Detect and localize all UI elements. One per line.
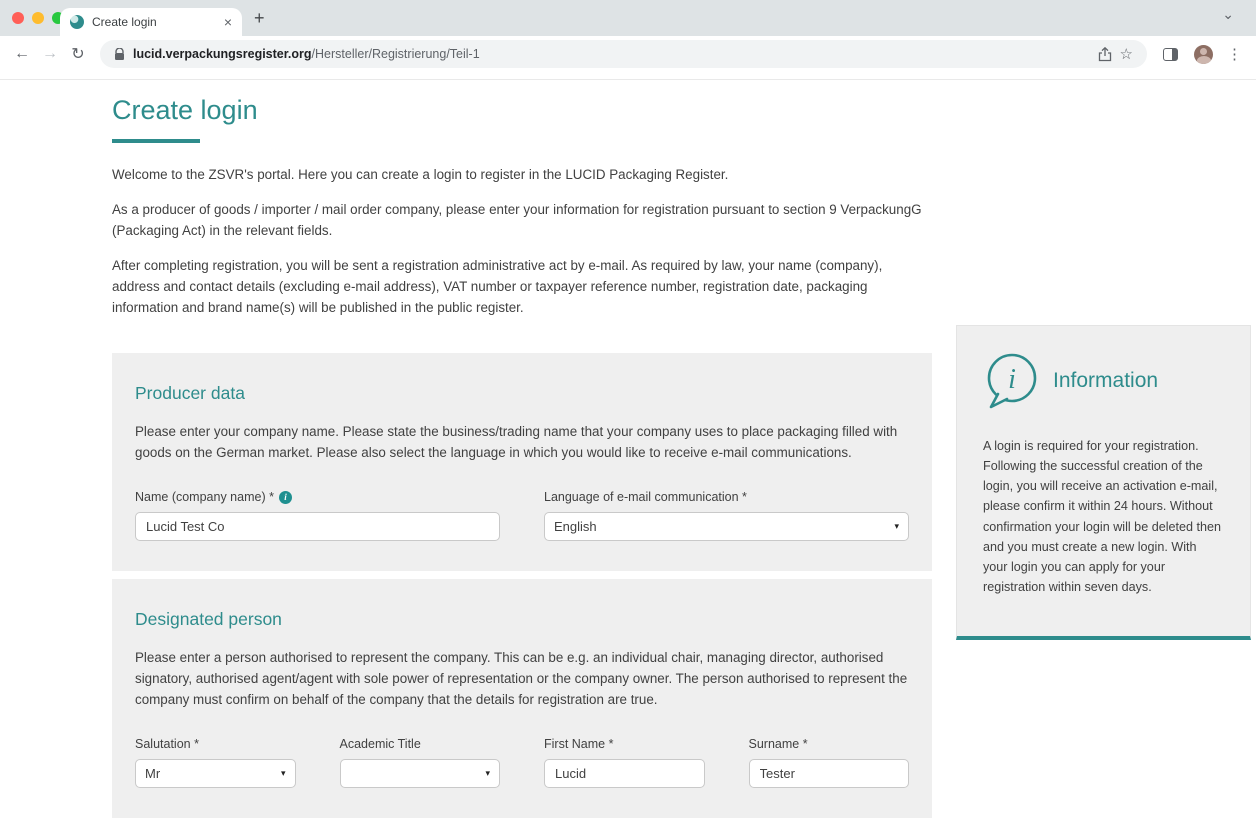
profile-avatar[interactable] xyxy=(1194,45,1213,64)
designated-person-description: Please enter a person authorised to represent the company. This can be e.g. an individual chair, managing director, authorised signatory, authorised agent/agent with sole power of representation or the company owner. The person authorised to represent the company must confirm on behalf of the company that the details for registration are true. xyxy=(135,650,908,708)
info-tooltip-icon[interactable]: i xyxy=(279,491,292,504)
intro-paragraph: After completing registration, you will be sent a registration administrative act by e-mail. As required by law, your name (company), address and contact details (excluding e-mail address), VAT number or taxpayer reference number, registration date, packaging information and brand name(s) will be published in the public register. xyxy=(112,257,883,315)
url-text[interactable] xyxy=(133,47,480,61)
site-favicon-icon xyxy=(70,15,84,29)
academic-title-label xyxy=(340,737,501,751)
window-close-button[interactable] xyxy=(12,12,24,24)
page-top-divider xyxy=(0,72,1256,80)
company-name-input[interactable] xyxy=(135,512,500,541)
main-column xyxy=(112,80,932,818)
language-label xyxy=(544,490,909,504)
first-name-label xyxy=(544,737,705,751)
side-panel-icon[interactable] xyxy=(1163,48,1178,61)
information-title: Information xyxy=(1053,369,1159,392)
page-content xyxy=(0,80,1256,818)
browser-menu-icon[interactable]: ⋮ xyxy=(1227,46,1242,63)
salutation-selected-value: Mr xyxy=(145,765,161,781)
information-box xyxy=(956,325,1251,640)
language-label-text: Language of e-mail communication * xyxy=(544,490,747,505)
page-title: Create login xyxy=(112,95,258,125)
forward-button: → xyxy=(42,45,58,62)
window-controls xyxy=(12,12,64,24)
salutation-field-group xyxy=(135,737,296,788)
information-header xyxy=(983,352,1224,410)
title-underline xyxy=(112,139,200,143)
academic-title-label-text: Academic Title xyxy=(339,736,421,751)
url-domain: lucid.verpackungsregister.org xyxy=(133,47,312,61)
surname-field-group xyxy=(749,737,910,788)
intro-paragraph: As a producer of goods / importer / mail order company, please enter your information for registration pursuant to section 9 VerpackungG (Packaging Act) in the relevant fields. xyxy=(112,201,922,238)
browser-toolbar xyxy=(0,36,1256,72)
first-name-field-group xyxy=(544,737,705,788)
sidebar-column xyxy=(956,325,1251,640)
salutation-select[interactable] xyxy=(135,759,296,788)
tab-close-icon[interactable]: × xyxy=(223,14,232,30)
company-name-label xyxy=(135,490,500,504)
producer-data-title: Producer data xyxy=(135,383,245,404)
lock-icon xyxy=(114,48,125,61)
surname-input[interactable] xyxy=(749,759,910,788)
refresh-button[interactable]: ↻ xyxy=(71,46,85,63)
information-body: A login is required for your registration. Following the successful creation of the login, you will receive an activation e-mail, please confirm it within 24 hours. Without confirmation your login will be deleted then and you must create a new login. With your login you can apply for your registration within seven days. xyxy=(983,439,1222,594)
first-name-input[interactable] xyxy=(544,759,705,788)
address-bar[interactable] xyxy=(100,40,1147,68)
academic-title-select[interactable] xyxy=(340,759,501,788)
intro-paragraph: Welcome to the ZSVR's portal. Here you can create a login to register in the LUCID Packaging Register. xyxy=(112,167,729,182)
surname-label xyxy=(749,737,910,751)
info-bubble-icon xyxy=(983,352,1039,410)
designated-person-section xyxy=(112,579,932,818)
language-field-group xyxy=(544,490,909,541)
language-selected-value: English xyxy=(554,519,597,535)
tab-title: Create login xyxy=(92,15,157,29)
browser-tab[interactable] xyxy=(60,8,242,36)
new-tab-button[interactable]: + xyxy=(254,8,265,28)
producer-data-section xyxy=(112,353,932,571)
bookmark-star-icon[interactable]: ☆ xyxy=(1119,46,1133,63)
academic-title-field-group xyxy=(340,737,501,788)
first-name-label-text: First Name * xyxy=(544,736,614,751)
company-name-label-text: Name (company name) * xyxy=(135,490,274,505)
back-button[interactable]: ← xyxy=(14,45,30,62)
select-arrow-icon: ▾ xyxy=(894,521,899,532)
window-minimize-button[interactable] xyxy=(32,12,44,24)
designated-person-title: Designated person xyxy=(135,609,282,630)
select-arrow-icon: ▾ xyxy=(485,767,490,778)
url-path: /Hersteller/Registrierung/Teil-1 xyxy=(311,47,480,61)
share-icon[interactable] xyxy=(1098,47,1112,62)
producer-data-description: Please enter your company name. Please state the business/trading name that your company uses to place packaging filled with goods on the German market. Please also select the language in which you would like to receive e-mail communications. xyxy=(135,424,898,461)
browser-tab-strip xyxy=(0,0,1256,36)
surname-label-text: Surname * xyxy=(748,736,808,751)
language-select[interactable] xyxy=(544,512,909,541)
svg-text:i: i xyxy=(1008,364,1016,395)
intro-text xyxy=(112,165,932,318)
select-arrow-icon: ▾ xyxy=(280,767,286,778)
salutation-label-text: Salutation * xyxy=(135,736,199,751)
salutation-label xyxy=(135,737,296,751)
company-name-field-group xyxy=(135,490,500,541)
chevron-down-icon[interactable]: ⌄ xyxy=(1222,6,1234,22)
